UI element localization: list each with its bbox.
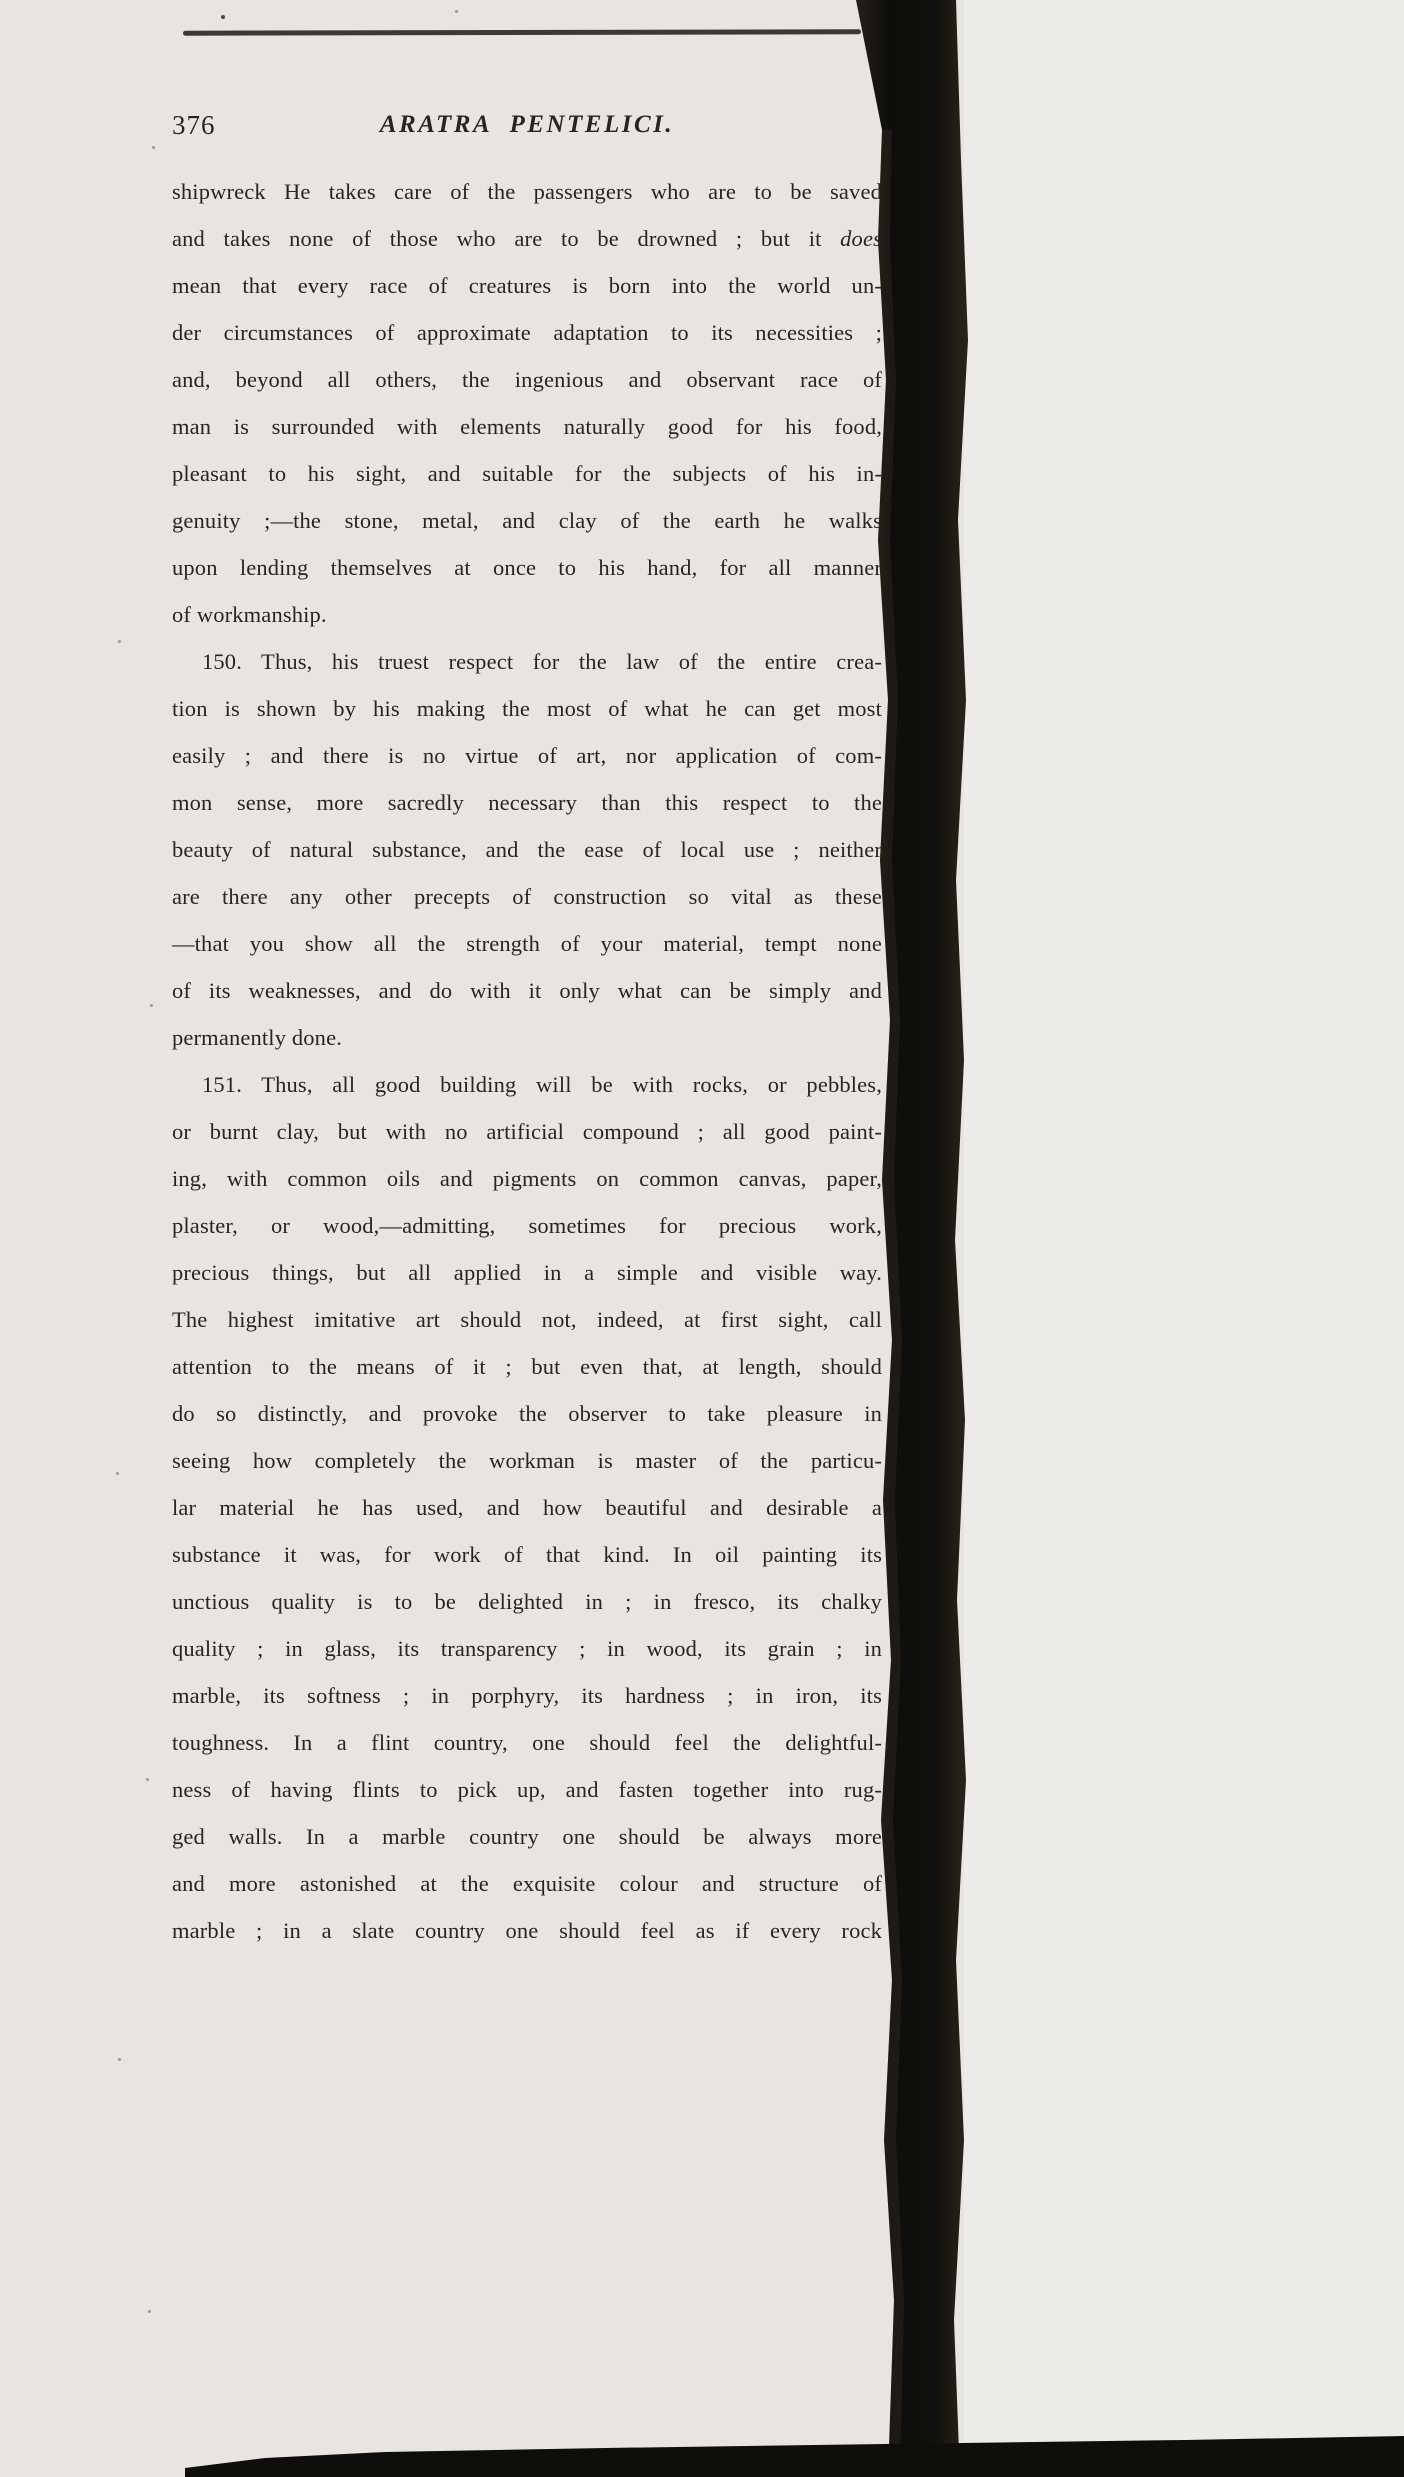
text-line: quality ; in glass, its transparency ; in wood, its grain ; in bbox=[172, 1636, 882, 1661]
text-line: lar material he has used, and how beautiful and desirable a bbox=[172, 1495, 882, 1520]
text-line: The highest imitative art should not, indeed, at first sight, call bbox=[172, 1307, 882, 1332]
paragraph bbox=[172, 168, 882, 638]
text-line: upon lending themselves at once to his hand, for all manner bbox=[172, 555, 882, 580]
scan-speck bbox=[148, 2310, 151, 2313]
text-line: of workmanship. bbox=[172, 602, 327, 627]
text-line: easily ; and there is no virtue of art, nor application of com- bbox=[172, 743, 882, 768]
text-line: 150. Thus, his truest respect for the law of the entire crea- bbox=[202, 649, 882, 674]
page-top-edge-shadow bbox=[183, 29, 861, 35]
paragraph bbox=[172, 638, 882, 1061]
scan-speck bbox=[146, 1778, 149, 1781]
text-line: pleasant to his sight, and suitable for the subjects of his in- bbox=[172, 461, 882, 486]
text-line: attention to the means of it ; but even that, at length, should bbox=[172, 1354, 882, 1379]
text-line: marble ; in a slate country one should feel as if every rock bbox=[172, 1918, 882, 1943]
text-line: toughness. In a flint country, one should feel the delightful- bbox=[172, 1730, 882, 1755]
text-line: plaster, or wood,—admitting, sometimes for precious work, bbox=[172, 1213, 882, 1238]
scan-speck bbox=[118, 2058, 121, 2061]
text-line: shipwreck He takes care of the passengers who are to be saved bbox=[172, 179, 882, 204]
scan-speck bbox=[116, 1472, 119, 1475]
running-title: ARATRA PENTELICI. bbox=[379, 111, 675, 138]
text-line: and more astonished at the exquisite colour and structure of bbox=[172, 1871, 882, 1896]
text-line: permanently done. bbox=[172, 1025, 342, 1050]
text-line: ing, with common oils and pigments on common canvas, paper, bbox=[172, 1166, 882, 1191]
text-line: —that you show all the strength of your material, tempt none bbox=[172, 931, 882, 956]
text-line: are there any other precepts of construction so vital as these bbox=[172, 884, 882, 909]
text-line: beauty of natural substance, and the ease of local use ; neither bbox=[172, 837, 882, 862]
page-header bbox=[172, 108, 882, 148]
paragraph bbox=[172, 1061, 882, 1954]
text-line: tion is shown by his making the most of what he can get most bbox=[172, 696, 882, 721]
scan-speck bbox=[150, 1004, 153, 1007]
text-line: and takes none of those who are to be drowned ; but it does bbox=[172, 226, 882, 251]
scan-speck bbox=[221, 15, 225, 19]
text-line: mon sense, more sacredly necessary than this respect to the bbox=[172, 790, 882, 815]
body-text bbox=[172, 168, 882, 1954]
text-line: do so distinctly, and provoke the observer to take pleasure in bbox=[172, 1401, 882, 1426]
page-bottom-edge-shadow bbox=[185, 2434, 1404, 2477]
text-line: ness of having flints to pick up, and fasten together into rug- bbox=[172, 1777, 882, 1802]
text-line: genuity ;—the stone, metal, and clay of the earth he walks bbox=[172, 508, 882, 533]
page-number: 376 bbox=[172, 110, 216, 140]
text-line: mean that every race of creatures is born into the world un- bbox=[172, 273, 882, 298]
text-line: and, beyond all others, the ingenious and observant race of bbox=[172, 367, 882, 392]
scan-speck bbox=[455, 10, 458, 13]
text-line: marble, its softness ; in porphyry, its hardness ; in iron, its bbox=[172, 1683, 882, 1708]
text-line: or burnt clay, but with no artificial compound ; all good paint- bbox=[172, 1119, 882, 1144]
scan-speck bbox=[118, 640, 121, 643]
scanner-right-margin bbox=[964, 0, 1404, 2477]
text-line: der circumstances of approximate adaptation to its necessities ; bbox=[172, 320, 882, 345]
text-line: unctious quality is to be delighted in ; in fresco, its chalky bbox=[172, 1589, 882, 1614]
text-line: precious things, but all applied in a simple and visible way. bbox=[172, 1260, 882, 1285]
text-line: man is surrounded with elements naturally good for his food, bbox=[172, 414, 882, 439]
text-line: 151. Thus, all good building will be with rocks, or pebbles, bbox=[202, 1072, 882, 1097]
text-line: ged walls. In a marble country one should be always more bbox=[172, 1824, 882, 1849]
scan-speck bbox=[152, 146, 155, 149]
text-line: of its weaknesses, and do with it only what can be simply and bbox=[172, 978, 882, 1003]
text-line: substance it was, for work of that kind. In oil painting its bbox=[172, 1542, 882, 1567]
text-line: seeing how completely the workman is master of the particu- bbox=[172, 1448, 882, 1473]
